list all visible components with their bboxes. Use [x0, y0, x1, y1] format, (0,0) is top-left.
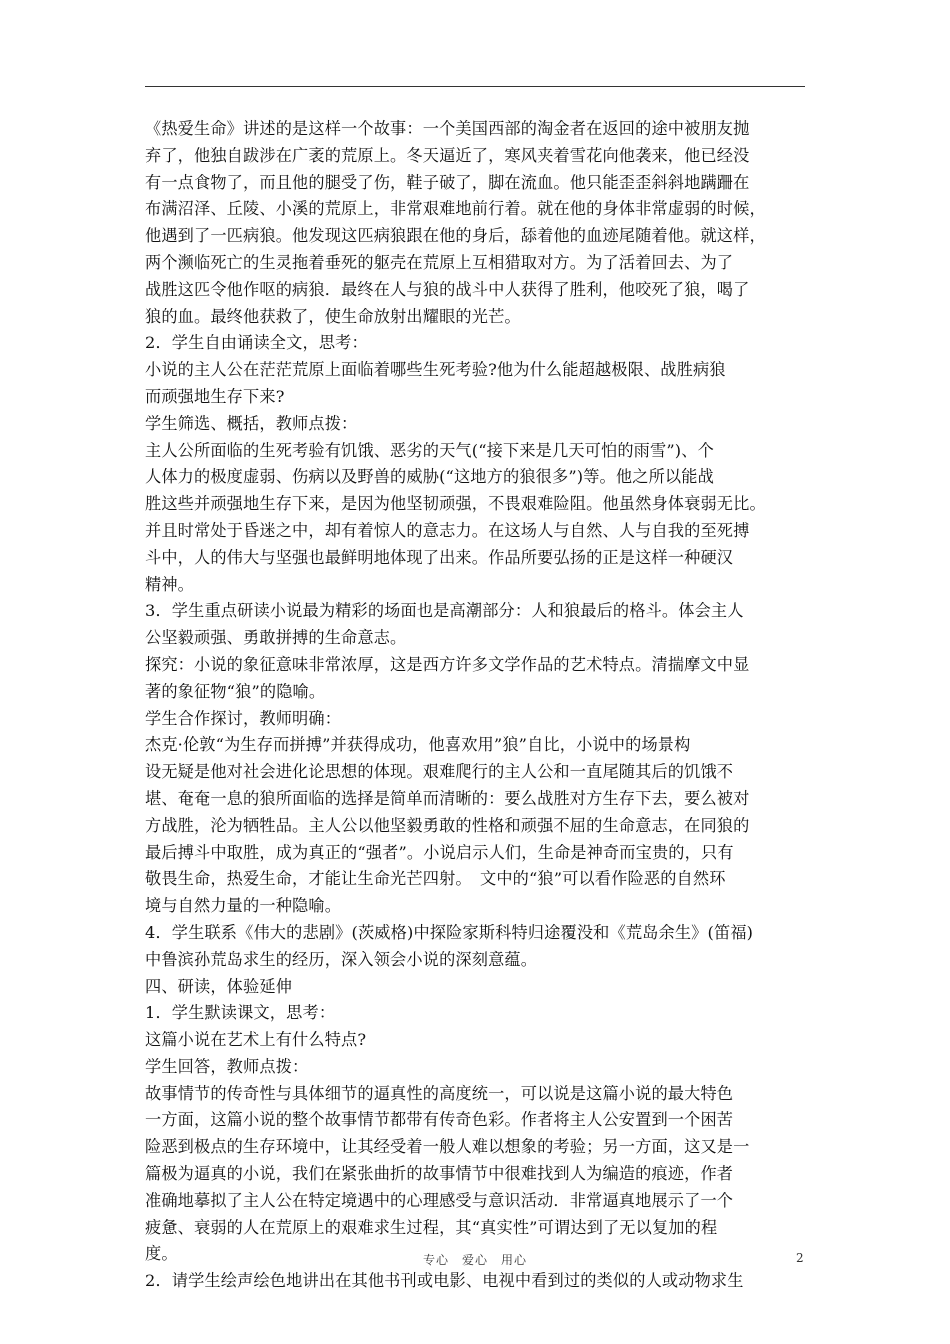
text-line: 斗中，人的伟大与坚强也最鲜明地体现了出来。作品所要弘扬的正是这样一种硬汉	[145, 547, 734, 567]
text-line: 险恶到极点的生存环境中，让其经受着一般人难以想象的考验；另一方面，这又是一	[145, 1137, 750, 1157]
text-line: 战胜这匹令他作呕的病狼．最终在人与狼的战斗中人获得了胜利，他咬死了狼，喝了	[145, 279, 750, 299]
text-line: 疲惫、衰弱的人在荒原上的艰难求生过程，其“真实性”可谓达到了无以复加的程	[145, 1217, 718, 1237]
text-line: 《热爱生命》讲述的是这样一个故事：一个美国西部的淘金者在返回的途中被朋友抛	[145, 119, 750, 138]
text-line: 主人公所面临的生死考验有饥饿、恶劣的天气(“接下来是几天可怕的雨雪”)、个	[145, 440, 714, 460]
text-line: 1．学生默读课文，思考：	[145, 1003, 336, 1023]
text-line: 篇极为逼真的小说，我们在紧张曲折的故事情节中很难找到人为编造的痕迹，作者	[145, 1164, 734, 1184]
text-line: 布满沼泽、丘陵、小溪的荒原上，非常艰难地前行着。就在他的身体非常虚弱的时候，	[145, 199, 766, 219]
text-line: 公坚毅顽强、勇敢拼搏的生命意志。	[145, 628, 407, 648]
text-line: 精神。	[145, 574, 195, 594]
text-line: 故事情节的传奇性与具体细节的逼真性的高度统一，可以说是这篇小说的最大特色	[145, 1083, 734, 1103]
text-line: 一方面，这篇小说的整个故事情节都带有传奇色彩。作者将主人公安置到一个困苦	[145, 1110, 734, 1130]
text-line: 弃了，他独自跋涉在广袤的荒原上。冬天逼近了，寒风夹着雪花向他袭来，他已经没	[145, 145, 750, 165]
header-rule	[145, 86, 805, 87]
text-line: 4．学生联系《伟大的悲剧》(茨威格)中探险家斯科特归途覆没和《荒岛余生》(笛福)	[145, 922, 754, 942]
page-number: 2	[796, 1251, 804, 1265]
text-line: 最后搏斗中取胜，成为真正的“强者”。小说启示人们，生命是神奇而宝贵的，只有	[145, 842, 734, 862]
text-line: 并且时常处于昏迷之中，却有着惊人的意志力。在这场人与自然、人与自我的至死搏	[145, 520, 750, 540]
text-line: 四、研读，体验延伸	[145, 976, 293, 996]
text-line: 中鲁滨孙荒岛求生的经历，深入领会小说的深刻意蕴。	[145, 949, 538, 969]
text-line: 2．请学生绘声绘色地讲出在其他书刊或电影、电视中看到过的类似的人或动物求生	[145, 1271, 744, 1291]
document-body	[145, 116, 810, 1295]
text-line: 敬畏生命，热爱生命，才能让生命光芒四射。 文中的“狼”可以看作险恶的自然环	[145, 869, 726, 889]
text-line: 狼的血。最终他获救了，使生命放射出耀眼的光芒。	[145, 306, 521, 326]
text-line: 度。	[145, 1244, 178, 1264]
text-line: 人体力的极度虚弱、伤病以及野兽的威胁(“这地方的狼很多”)等。他之所以能战	[145, 467, 714, 487]
text-line: 两个濒临死亡的生灵拖着垂死的躯壳在荒原上互相猎取对方。为了活着回去、为了	[145, 252, 734, 272]
text-line: 堪、奄奄一息的狼所面临的选择是简单而清晰的：要么战胜对方生存下去，要么被对	[145, 788, 750, 808]
footer-motto: 专心 爱心 用心	[422, 1253, 527, 1267]
text-line: 小说的主人公在茫茫荒原上面临着哪些生死考验?他为什么能超越极限、战胜病狼	[145, 360, 726, 380]
text-line: 这篇小说在艺术上有什么特点?	[145, 1030, 367, 1050]
text-line: 学生合作探讨，教师明确：	[145, 708, 342, 728]
text-line: 而顽强地生存下来?	[145, 386, 285, 406]
text-line: 设无疑是他对社会进化论思想的体现。艰难爬行的主人公和一直尾随其后的饥饿不	[145, 762, 734, 782]
text-line: 著的象征物“狼”的隐喻。	[145, 681, 326, 701]
text-line: 杰克·伦敦“为生存而拼搏”并获得成功，他喜欢用”狼”自比，小说中的场景构	[145, 735, 691, 755]
text-line: 有一点食物了，而且他的腿受了伤，鞋子破了，脚在流血。他只能歪歪斜斜地蹒跚在	[145, 172, 750, 192]
text-line: 方战胜，沦为牺牲品。主人公以他坚毅勇敢的性格和顽强不屈的生命意志，在同狼的	[145, 815, 750, 835]
text-line: 探究：小说的象征意味非常浓厚，这是西方许多文学作品的艺术特点。清揣摩文中显	[145, 654, 750, 674]
text-line: 学生筛选、概括，教师点拨：	[145, 413, 358, 433]
text-line: 学生回答，教师点拨：	[145, 1056, 309, 1076]
text-line: 准确地摹拟了主人公在特定境遇中的心理感受与意识活动．非常逼真地展示了一个	[145, 1190, 734, 1210]
text-line: 他遇到了一匹病狼。他发现这匹病狼跟在他的身后，舔着他的血迹尾随着他。就这样，	[145, 226, 766, 246]
text-line: 2．学生自由诵读全文，思考：	[145, 333, 368, 353]
text-line: 3．学生重点研读小说最为精彩的场面也是高潮部分：人和狼最后的格斗。体会主人	[145, 601, 744, 621]
text-line: 境与自然力量的一种隐喻。	[145, 896, 342, 916]
text-line: 胜这些并顽强地生存下来，是因为他坚韧顽强，不畏艰难险阻。他虽然身体衰弱无比。	[145, 494, 766, 514]
